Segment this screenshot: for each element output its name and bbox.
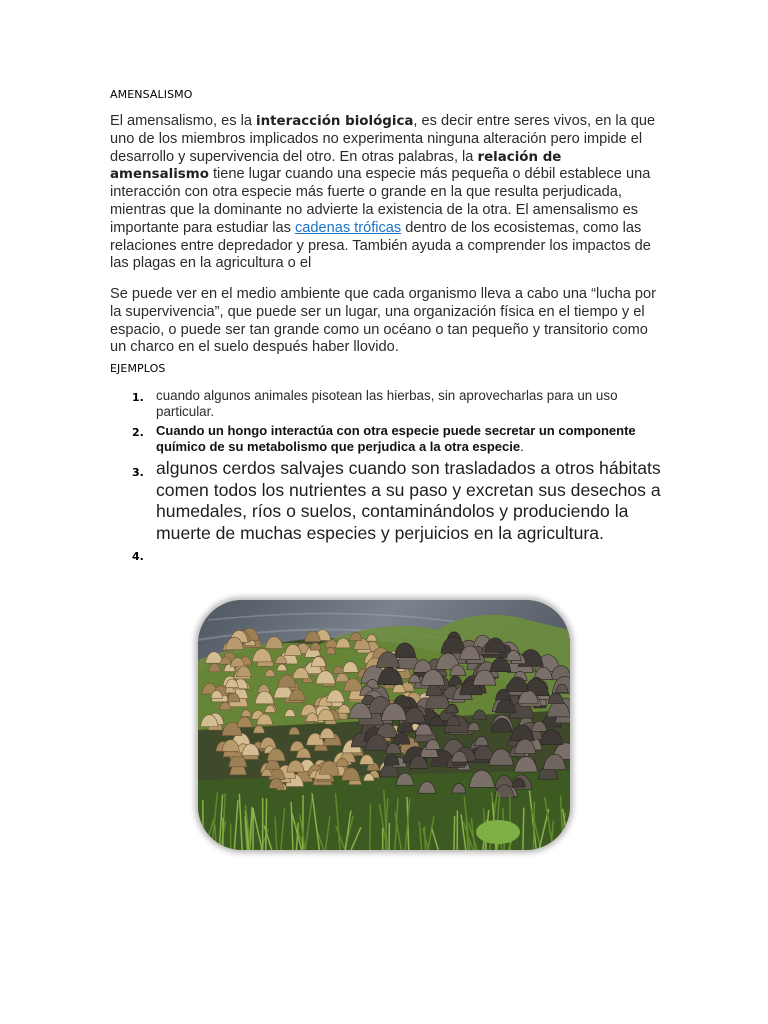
- list-item: [110, 388, 670, 420]
- page-title: AMENSALISMO: [110, 88, 193, 101]
- list-item-text: algunos cerdos salvajes cuando son trasladados a otros hábitats comen todos los nutrientes a su paso y excretan sus desechos a humedales, ríos o suelos, contaminándolos y produciendo la muerte de muchas especies y perjuicios en la agricultura.: [156, 458, 661, 543]
- bold-term: relación de amensalismo: [110, 149, 562, 183]
- examples-list: [110, 388, 670, 566]
- list-item: [110, 458, 670, 544]
- list-number: 2.: [132, 426, 144, 439]
- intro-paragraph: El amensalismo, es la interacción biológica, es decir entre seres vivos, en la que uno de los miembros implicados no experimenta ninguna alteración pero impide el desarrollo y supervivencia del otro. En otras palabras, la relación de amensalismo tiene lugar cuando una especie más pequeña o débil establece una interacción con otra especie más fuerte o grande en la que resulta perjudicada, mientras que la dominante no advierte la existencia de la otra. El amensalismo es importante para estudiar las cadenas tróficas dentro de los ecosistemas, como las relaciones entre depredador y presa. También ayuda a comprender los impactos de las plagas en la agricultura o el: [110, 113, 656, 272]
- list-item-suffix: .: [520, 439, 524, 454]
- list-item: [110, 548, 670, 566]
- cadenas-troficas-link[interactable]: cadenas tróficas: [294, 219, 402, 236]
- list-item-text: cuando algunos animales pisotean las hierbas, sin aprovecharlas para un uso particular.: [156, 388, 618, 419]
- list-number: 1.: [132, 391, 144, 404]
- mushrooms-illustration: [198, 600, 570, 850]
- list-item-text: Cuando un hongo interactúa con otra especie puede secretar un componente químico de su metabolismo que perjudica a la otra especie: [156, 423, 636, 454]
- leaf: [476, 820, 520, 844]
- second-paragraph: Se puede ver en el medio ambiente que cada organismo lleva a cabo una “lucha por la supervivencia”, que puede ser un lugar, una organización física en el tiempo y el espacio, o puede ser tan grande como un océano o tan pequeño y transitorio como un charco en el suelo después haber llovido.: [110, 286, 656, 356]
- list-item: [110, 423, 670, 455]
- bold-term: interacción biológica: [256, 114, 414, 129]
- mushrooms-photo: [198, 600, 570, 850]
- list-number: 3.: [132, 466, 144, 479]
- list-number: 4.: [132, 550, 144, 564]
- examples-heading: EJEMPLOS: [110, 362, 166, 375]
